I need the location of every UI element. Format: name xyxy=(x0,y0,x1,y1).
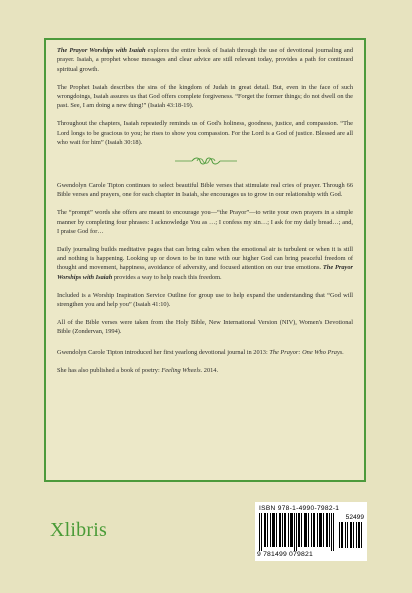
bible-source-paragraph: All of the Bible verses were taken from the Holy Bible, New International Version (NIV), Women's Devotional Bible (Zondervan, 1994). xyxy=(57,319,353,336)
ornament-divider xyxy=(57,156,353,166)
flourish-icon xyxy=(175,156,237,166)
addon-barcode-bars xyxy=(339,522,363,548)
author-selection-paragraph: Gwendolyn Carole Tipton continues to select beautiful Bible verses that stimulate real cries of prayer. Through 66 Bible verses and prayers, one for each chapter in Isaiah, she encourages us to grow in our relationship with God. xyxy=(57,181,353,199)
poetry-paragraph: She has also published a book of poetry: Feeling Wheels. 2014. xyxy=(57,366,219,374)
isbn-label: ISBN 978-1-4990-7982-1 xyxy=(259,505,340,512)
poetry-title: Feeling Wheels. xyxy=(161,366,203,374)
book-title: The Prayor Worships with Isaiah xyxy=(57,264,353,281)
barcode xyxy=(255,502,367,561)
book-title: The Prayor Worships with Isaiah xyxy=(57,47,146,54)
journaling-paragraph: Daily journaling builds meditative pages that can bring calm when the emotional air is turbulent or when it is still and nothing is happening. Looking up or down to be in tune with our higher God can bring peaceful freedom of thought and movement, happiness, avoidance of adversity, and focused attention on our true emotions. The Prayor Worships with Isaiah provides a way to help reach this freedom. xyxy=(57,245,353,281)
first-journal-title: The Prayor: One Who Prays. xyxy=(269,348,344,356)
back-cover-text-panel xyxy=(44,38,366,482)
prompt-words-paragraph: The “prompt” words she offers are meant to encourage you—“the Prayor”—to write your own prayers in a simple manner by completing four phrases: I acknowledge You as …; I confess my sin…; I ask for my daily bread…; and, I praise God for… xyxy=(57,209,353,235)
compassion-paragraph: Throughout the chapters, Isaiah repeatedly reminds us of God's holiness, goodness, justice, and compassion. “The Lord longs to be gracious to you; he rises to show you compassion. For the Lord is a God of justice. Blessed are all who wait for him” (Isaiah 30:18). xyxy=(57,120,353,146)
ean-digits: 9 781499 079821 xyxy=(257,551,313,558)
worship-outline-paragraph: Included is a Worship Inspiration Service Outline for group use to help expand the understanding that “God will strengthen you and help you” (Isaiah 41:10). xyxy=(57,291,353,309)
publisher-logo: Xlibris xyxy=(50,519,107,541)
ean-barcode-bars xyxy=(259,513,337,551)
price-code: 52499 xyxy=(345,514,364,521)
first-journal-paragraph: Gwendolyn Carole Tipton introduced her first yearlong devotional journal in 2013: The Prayor: One Who Prays. xyxy=(57,348,344,356)
forgiveness-paragraph: The Prophet Isaiah describes the sins of the kingdom of Judah in great detail. But, even in the face of such wrongdoings, Isaiah assures us that God offers complete forgiveness. “Forget the former things; do not dwell on the past. See, I am doing a new thing!” (Isaiah 43:18-19). xyxy=(57,83,353,110)
intro-paragraph: The Prayor Worships with Isaiah explores the entire book of Isaiah through the use of devotional journaling and prayer. Isaiah, a prophet whose messages and clear advice are still relevant today, provides a path for continued spiritual growth. xyxy=(57,47,353,73)
